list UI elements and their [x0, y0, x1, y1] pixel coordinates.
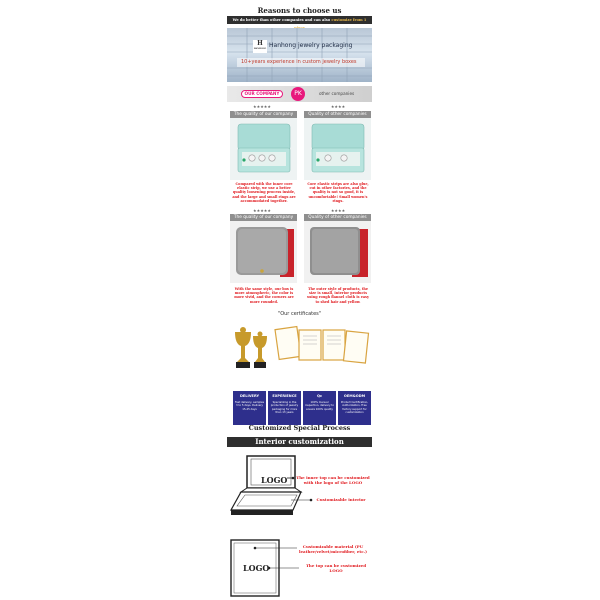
- mint-ring-box-icon: [304, 118, 371, 180]
- company-banner: [227, 28, 372, 82]
- qc-card: [303, 391, 336, 425]
- other-product-photo-1: [304, 118, 371, 180]
- card-body: 100% manual inspection, delivery to ensure 100% quality: [305, 401, 334, 411]
- open-box-diagram: [227, 452, 372, 522]
- logo-placeholder-2: LOGO: [243, 563, 270, 573]
- our-quality-header-1: The quality of our company: [230, 111, 297, 118]
- other-quality-text-1: Core elastic strips are also glue, cut in other factories, and the quality is not so good, it is uncomfortable! Small women's rings.: [307, 182, 369, 203]
- page-title: Reasons to choose us: [257, 6, 342, 15]
- card-title: DELIVERY: [240, 394, 259, 398]
- card-title: EXPERIENCE: [272, 394, 297, 398]
- intro-highlight: customize from 1: [331, 18, 367, 22]
- annotation-material: Customizable material (PU leather/velvet/microfiber, etc.): [298, 544, 368, 554]
- trophy-icon: [253, 332, 267, 369]
- card-body: Specializing in the production of jewelry packaging for more than 13 years: [270, 401, 299, 414]
- gray-velvet-box-icon: [230, 221, 297, 283]
- our-company-badge: OUR COMPANY: [241, 90, 283, 98]
- tagline-text: 10+years experience in custom jewelry boxes: [241, 59, 357, 65]
- logo-placeholder-1: LOGO: [261, 475, 288, 485]
- logo-subtext: HANHONG: [253, 48, 267, 50]
- page-column: [227, 0, 372, 600]
- intro-bar: [227, 16, 372, 24]
- pk-badge: PK: [291, 87, 305, 101]
- logo-letter: H: [257, 40, 263, 47]
- stars-right-2: ★★★★: [330, 208, 346, 213]
- experience-card: [268, 391, 301, 425]
- stars-left-1: ★★★★★: [253, 104, 271, 109]
- other-quality-text-2: The outer style of products, the size is small, interior products using rough flannel cloth is easy to shed hair and yellow.: [307, 287, 369, 304]
- mint-ring-box-icon: [230, 118, 297, 180]
- stars-right-1: ★★★★: [330, 104, 346, 109]
- interior-customization-bar: Interior customization: [227, 437, 372, 447]
- comparison-bar: [227, 86, 372, 102]
- card-body: Product Certification, Authorization, Free factory support for customization: [340, 401, 369, 414]
- gray-velvet-box-icon: [304, 221, 371, 283]
- our-quality-header-2: The quality of our company: [230, 214, 297, 221]
- annotation-inner-top: The inner top can be customized with the logo of the LOGO: [296, 475, 370, 485]
- card-title: Qc: [316, 394, 323, 398]
- company-name: Hanhong jewelry packaging: [269, 42, 353, 49]
- our-quality-text-2: With the same style, our box is more atmospheric, the color is more vivid, and the corners are more rounded.: [234, 287, 294, 304]
- intro-text: We do better than other companies and can also: [232, 18, 332, 22]
- certificates-graphic: [227, 322, 372, 374]
- other-product-photo-2: [304, 221, 371, 283]
- process-title: Customized Special Process: [248, 424, 351, 432]
- annotation-interior: Customizable interior: [316, 497, 366, 502]
- other-quality-header-2: Quality of other companies: [304, 214, 371, 221]
- oem-odm-card: [338, 391, 371, 425]
- card-title: OEM&ODM: [343, 394, 366, 398]
- other-quality-header-1: Quality of other companies: [304, 111, 371, 118]
- our-product-photo-2: [230, 221, 297, 283]
- company-logo: [253, 40, 267, 53]
- delivery-card: [233, 391, 266, 425]
- annotation-top-logo: The top can be customized LOGO: [305, 563, 367, 573]
- other-companies-label: other companies: [319, 91, 355, 96]
- trophy-icon: [235, 327, 251, 368]
- our-product-photo-1: [230, 118, 297, 180]
- stars-left-2: ★★★★★: [253, 208, 271, 213]
- card-body: Fast delivery, samples 3 to 5 days. Delivery 15-25 days: [235, 401, 264, 411]
- building-graphic: [227, 28, 372, 82]
- certificates-label: "Our certificates": [277, 311, 322, 317]
- our-quality-text-1: Compared with the inner core elastic strip, we use a better quality loosening process inside, and the large and small rings are accommodated together.: [232, 182, 296, 203]
